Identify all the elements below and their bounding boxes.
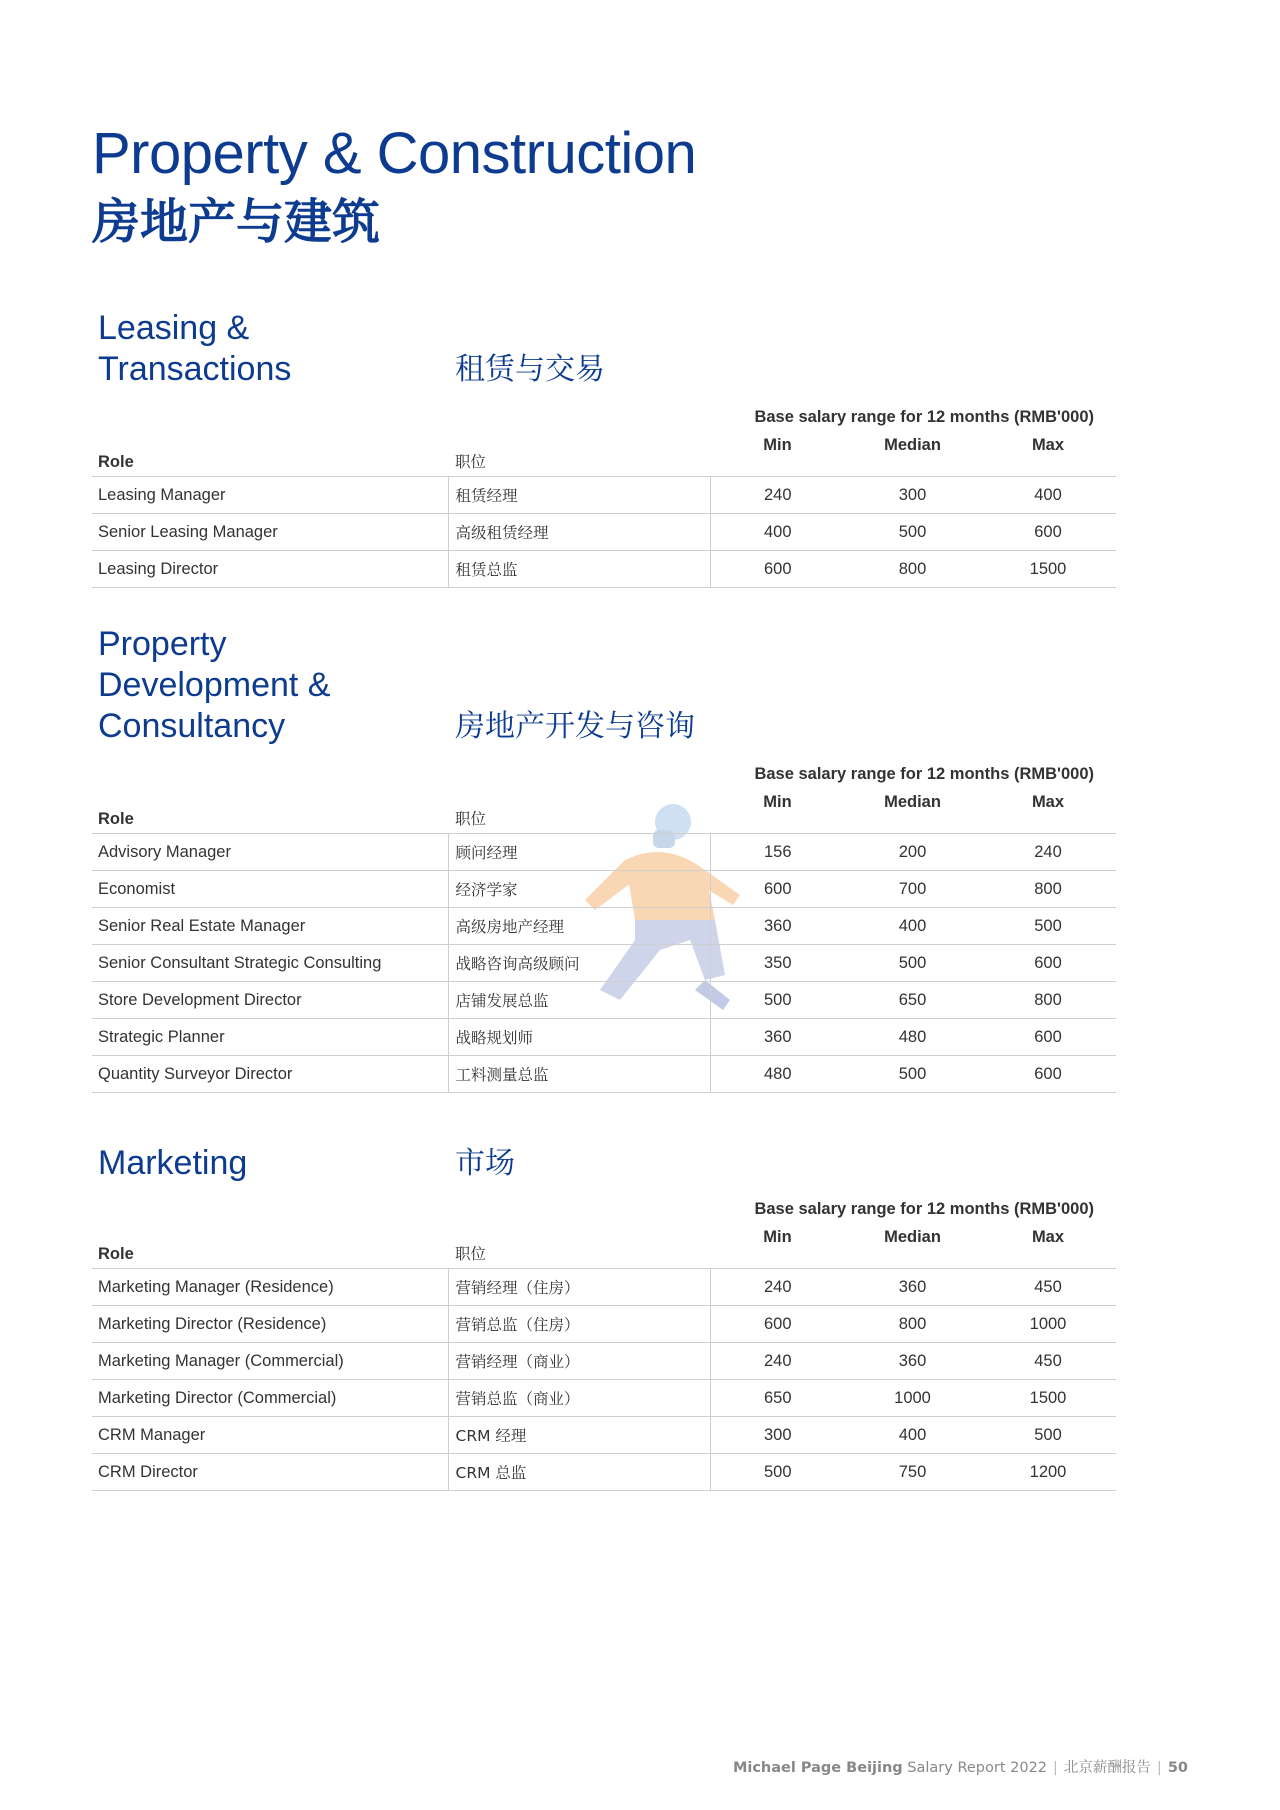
- max-cell: 1500: [980, 551, 1116, 588]
- table-header-row: [92, 791, 1116, 834]
- min-cell: 360: [710, 1019, 845, 1056]
- min-cell: 240: [710, 1343, 845, 1380]
- section-title: [98, 308, 291, 390]
- column-header-max: Max: [980, 791, 1116, 834]
- column-header-chinese: 职位: [448, 1226, 710, 1269]
- role-cell: Leasing Director: [92, 551, 448, 588]
- column-header-role: Role: [92, 1226, 448, 1269]
- chinese-role-cell: 顾问经理: [448, 834, 710, 871]
- max-cell: 400: [980, 477, 1116, 514]
- chinese-role-cell: 租赁经理: [448, 477, 710, 514]
- section-marketing: [92, 1138, 1116, 1482]
- max-cell: 500: [980, 908, 1116, 945]
- column-header-role: Role: [92, 434, 448, 477]
- chinese-role-cell: 营销经理（商业）: [448, 1343, 710, 1380]
- min-cell: 360: [710, 908, 845, 945]
- chinese-role-cell: 高级房地产经理: [448, 908, 710, 945]
- min-cell: 400: [710, 514, 845, 551]
- section-title-chinese: 租赁与交易: [455, 352, 605, 387]
- min-cell: 500: [710, 982, 845, 1019]
- max-cell: 600: [980, 945, 1116, 982]
- min-cell: 300: [710, 1417, 845, 1454]
- section-title-line: Property: [98, 625, 227, 663]
- salary-range-label: Base salary range for 12 months (RMB'000): [754, 408, 1094, 426]
- table-row: [92, 1343, 1116, 1380]
- min-cell: 600: [710, 551, 845, 588]
- median-cell: 1000: [845, 1380, 980, 1417]
- max-cell: 1000: [980, 1306, 1116, 1343]
- median-cell: 500: [845, 945, 980, 982]
- column-header-chinese: 职位: [448, 791, 710, 834]
- column-header-max: Max: [980, 1226, 1116, 1269]
- role-cell: CRM Director: [92, 1454, 448, 1491]
- chinese-role-cell: 经济学家: [448, 871, 710, 908]
- page-title: Property & Construction: [92, 121, 697, 186]
- median-cell: 500: [845, 1056, 980, 1093]
- table-row: [92, 1056, 1116, 1093]
- footer-report: Salary Report 2022: [907, 1760, 1048, 1776]
- table-row: [92, 908, 1116, 945]
- role-cell: Senior Consultant Strategic Consulting: [92, 945, 448, 982]
- table-header-row: [92, 434, 1116, 477]
- section-title-line: Leasing &: [98, 309, 250, 347]
- median-cell: 800: [845, 551, 980, 588]
- table-row: [92, 1269, 1116, 1306]
- min-cell: 600: [710, 1306, 845, 1343]
- chinese-role-cell: 营销总监（住房）: [448, 1306, 710, 1343]
- salary-table: [92, 791, 1116, 1093]
- median-cell: 500: [845, 514, 980, 551]
- salary-table: [92, 434, 1116, 588]
- median-cell: 480: [845, 1019, 980, 1056]
- chinese-role-cell: 店铺发展总监: [448, 982, 710, 1019]
- column-header-median: Median: [845, 791, 980, 834]
- column-header-min: Min: [710, 434, 845, 477]
- max-cell: 500: [980, 1417, 1116, 1454]
- min-cell: 500: [710, 1454, 845, 1491]
- section-title-chinese: 房地产开发与咨询: [455, 709, 695, 744]
- max-cell: 600: [980, 1019, 1116, 1056]
- median-cell: 400: [845, 908, 980, 945]
- max-cell: 1500: [980, 1380, 1116, 1417]
- page-footer: Michael Page Beijing Salary Report 2022 | 北京薪酬报告 | 50: [732, 1760, 1188, 1776]
- min-cell: 480: [710, 1056, 845, 1093]
- max-cell: 800: [980, 982, 1116, 1019]
- max-cell: 450: [980, 1269, 1116, 1306]
- role-cell: Marketing Director (Residence): [92, 1306, 448, 1343]
- section-title-line: Marketing: [98, 1144, 248, 1182]
- median-cell: 700: [845, 871, 980, 908]
- table-header-row: [92, 1226, 1116, 1269]
- role-cell: Senior Leasing Manager: [92, 514, 448, 551]
- median-cell: 750: [845, 1454, 980, 1491]
- max-cell: 240: [980, 834, 1116, 871]
- table-row: [92, 871, 1116, 908]
- table-row: [92, 1380, 1116, 1417]
- max-cell: 1200: [980, 1454, 1116, 1491]
- footer-chinese: 北京薪酬报告: [1063, 1760, 1151, 1776]
- max-cell: 800: [980, 871, 1116, 908]
- table-row: [92, 1417, 1116, 1454]
- median-cell: 360: [845, 1269, 980, 1306]
- chinese-role-cell: CRM 总监: [448, 1454, 710, 1491]
- salary-range-label: Base salary range for 12 months (RMB'000): [754, 765, 1094, 783]
- section-title: [98, 624, 330, 747]
- table-row: [92, 1454, 1116, 1491]
- chinese-role-cell: CRM 经理: [448, 1417, 710, 1454]
- column-header-median: Median: [845, 1226, 980, 1269]
- column-header-median: Median: [845, 434, 980, 477]
- min-cell: 156: [710, 834, 845, 871]
- median-cell: 400: [845, 1417, 980, 1454]
- max-cell: 600: [980, 514, 1116, 551]
- page-number: 50: [1167, 1760, 1188, 1776]
- column-header-chinese: 职位: [448, 434, 710, 477]
- chinese-role-cell: 营销经理（住房）: [448, 1269, 710, 1306]
- table-row: [92, 1019, 1116, 1056]
- footer-brand: Michael Page Beijing: [732, 1760, 903, 1776]
- role-cell: Quantity Surveyor Director: [92, 1056, 448, 1093]
- role-cell: Leasing Manager: [92, 477, 448, 514]
- role-cell: Marketing Manager (Commercial): [92, 1343, 448, 1380]
- page-title-chinese: 房地产与建筑: [92, 194, 381, 250]
- role-cell: Economist: [92, 871, 448, 908]
- column-header-min: Min: [710, 1226, 845, 1269]
- role-cell: Marketing Director (Commercial): [92, 1380, 448, 1417]
- min-cell: 240: [710, 1269, 845, 1306]
- table-row: [92, 1306, 1116, 1343]
- column-header-role: Role: [92, 791, 448, 834]
- table-row: [92, 834, 1116, 871]
- salary-table: [92, 1226, 1116, 1491]
- table-row: [92, 514, 1116, 551]
- chinese-role-cell: 工料测量总监: [448, 1056, 710, 1093]
- section-title-line: Development &: [98, 666, 331, 704]
- section-title-line: Transactions: [98, 350, 292, 388]
- median-cell: 360: [845, 1343, 980, 1380]
- table-row: [92, 945, 1116, 982]
- section-title-chinese: 市场: [455, 1146, 515, 1181]
- section-leasing-transactions: [92, 309, 1116, 579]
- column-header-max: Max: [980, 434, 1116, 477]
- table-row: [92, 982, 1116, 1019]
- median-cell: 650: [845, 982, 980, 1019]
- min-cell: 350: [710, 945, 845, 982]
- section-title-line: Consultancy: [98, 707, 286, 745]
- median-cell: 200: [845, 834, 980, 871]
- role-cell: Advisory Manager: [92, 834, 448, 871]
- median-cell: 300: [845, 477, 980, 514]
- min-cell: 240: [710, 477, 845, 514]
- chinese-role-cell: 租赁总监: [448, 551, 710, 588]
- role-cell: Strategic Planner: [92, 1019, 448, 1056]
- section-property-development-consultancy: [92, 625, 1116, 1084]
- salary-range-label: Base salary range for 12 months (RMB'000): [754, 1200, 1094, 1218]
- chinese-role-cell: 营销总监（商业）: [448, 1380, 710, 1417]
- min-cell: 650: [710, 1380, 845, 1417]
- section-title: [98, 1143, 247, 1184]
- role-cell: CRM Manager: [92, 1417, 448, 1454]
- median-cell: 800: [845, 1306, 980, 1343]
- role-cell: Store Development Director: [92, 982, 448, 1019]
- chinese-role-cell: 战略咨询高级顾问: [448, 945, 710, 982]
- table-row: [92, 551, 1116, 588]
- table-row: [92, 477, 1116, 514]
- min-cell: 600: [710, 871, 845, 908]
- max-cell: 450: [980, 1343, 1116, 1380]
- max-cell: 600: [980, 1056, 1116, 1093]
- role-cell: Senior Real Estate Manager: [92, 908, 448, 945]
- role-cell: Marketing Manager (Residence): [92, 1269, 448, 1306]
- chinese-role-cell: 战略规划师: [448, 1019, 710, 1056]
- chinese-role-cell: 高级租赁经理: [448, 514, 710, 551]
- column-header-min: Min: [710, 791, 845, 834]
